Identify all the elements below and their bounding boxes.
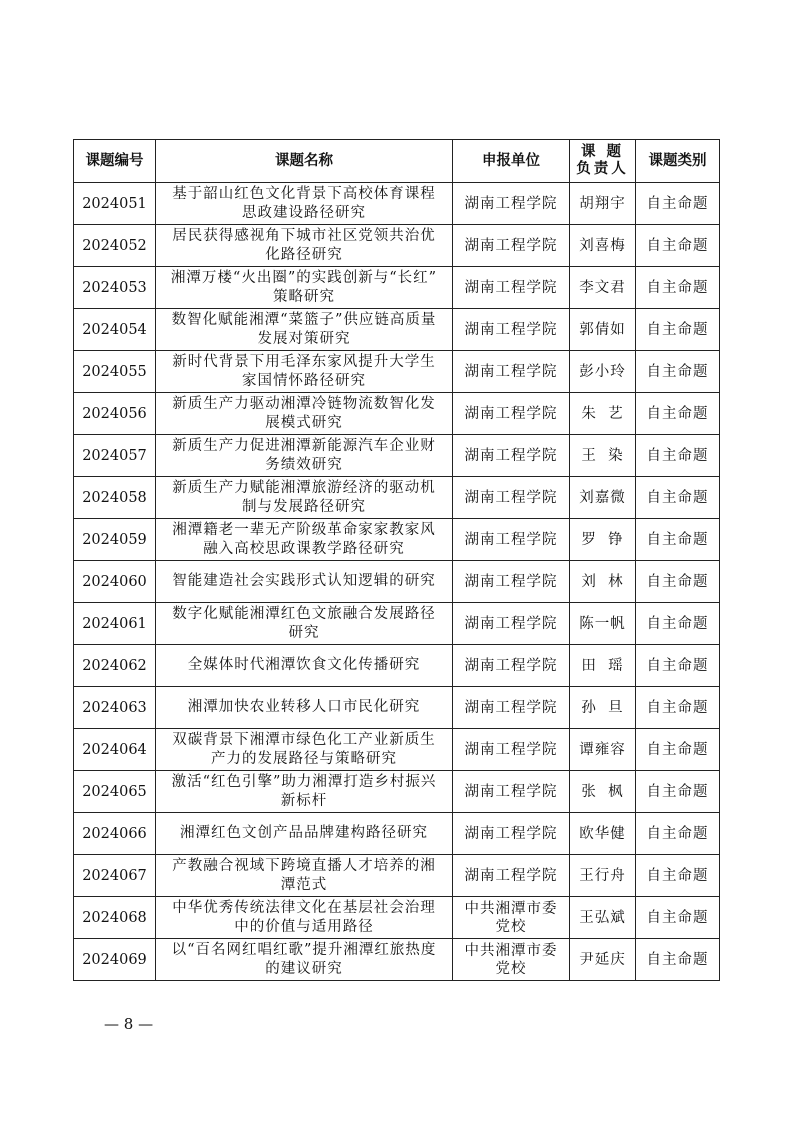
project-name-line: 湘潭籍老一辈无产阶级革命家家教家风: [172, 521, 436, 538]
table-row: [74, 519, 720, 561]
applicant-unit: [453, 309, 570, 351]
project-type: 自主命题: [636, 729, 720, 771]
applicant-unit: [453, 645, 570, 687]
project-name: [156, 561, 453, 603]
project-type: 自主命题: [636, 519, 720, 561]
applicant-unit-line: 湖南工程学院: [464, 321, 558, 338]
project-name-line: 新标杆: [280, 792, 328, 809]
person-in-charge: 彭小玲: [570, 351, 636, 393]
project-name: [156, 813, 453, 855]
project-code: 2024058: [74, 477, 156, 519]
project-name-line: 策略研究: [273, 288, 335, 305]
project-name-line: 产教融合视域下跨境直播人才培养的湘: [172, 857, 436, 874]
project-name-line: 居民获得感视角下城市社区党领共治优: [172, 227, 436, 244]
project-name-line: 新质生产力赋能湘潭旅游经济的驱动机: [172, 479, 436, 496]
project-name: [156, 729, 453, 771]
project-name: [156, 435, 453, 477]
project-type: 自主命题: [636, 855, 720, 897]
project-name-line: 制与发展路径研究: [242, 498, 366, 515]
project-code: 2024062: [74, 645, 156, 687]
project-type: 自主命题: [636, 477, 720, 519]
project-type: 自主命题: [636, 603, 720, 645]
header-person: [570, 140, 636, 183]
person-in-charge: 刘喜梅: [570, 225, 636, 267]
header-person-line1: 课 题: [580, 144, 625, 160]
applicant-unit-line: 湖南工程学院: [464, 405, 558, 422]
project-name: [156, 603, 453, 645]
project-name-line: 展模式研究: [265, 414, 343, 431]
applicant-unit-line: 湖南工程学院: [464, 825, 558, 842]
table-row: [74, 309, 720, 351]
project-name-line: 湘潭红色文创产品品牌建构路径研究: [180, 825, 428, 841]
person-in-charge: 田 瑶: [570, 645, 636, 687]
header-person-line2: 负责人: [576, 161, 629, 177]
project-name-line: 研究: [288, 624, 320, 641]
project-name-line: 思政建设路径研究: [242, 204, 366, 221]
project-type: 自主命题: [636, 393, 720, 435]
project-type: 自主命题: [636, 435, 720, 477]
project-name: [156, 855, 453, 897]
applicant-unit-line: 湖南工程学院: [464, 447, 558, 464]
applicant-unit: [453, 603, 570, 645]
project-name-line: 新质生产力促进湘潭新能源汽车企业财: [172, 437, 436, 454]
person-in-charge: 刘嘉微: [570, 477, 636, 519]
project-name-line: 务绩效研究: [265, 456, 343, 473]
table-row: [74, 897, 720, 939]
applicant-unit-line: 湖南工程学院: [464, 867, 558, 884]
project-code: 2024057: [74, 435, 156, 477]
applicant-unit: [453, 183, 570, 225]
project-name-line: 中华优秀传统法律文化在基层社会治理: [172, 899, 436, 916]
applicant-unit-line: 中共湘潭市委: [464, 900, 558, 917]
project-name: [156, 771, 453, 813]
project-name: [156, 687, 453, 729]
project-code: 2024060: [74, 561, 156, 603]
project-name-line: 新质生产力驱动湘潭冷链物流数智化发: [172, 395, 436, 412]
table-row: [74, 855, 720, 897]
applicant-unit-line: 湖南工程学院: [464, 489, 558, 506]
project-name-line: 智能建造社会实践形式认知逻辑的研究: [172, 573, 436, 589]
person-in-charge: 张 枫: [570, 771, 636, 813]
project-type: 自主命题: [636, 897, 720, 939]
project-name: [156, 225, 453, 267]
project-name: [156, 939, 453, 981]
project-code: 2024056: [74, 393, 156, 435]
project-code: 2024059: [74, 519, 156, 561]
applicant-unit-line: 湖南工程学院: [464, 363, 558, 380]
table-row: [74, 603, 720, 645]
applicant-unit-line: 湖南工程学院: [464, 699, 558, 716]
table-row: [74, 813, 720, 855]
person-in-charge: 谭雍容: [570, 729, 636, 771]
applicant-unit: [453, 729, 570, 771]
applicant-unit-line: 中共湘潭市委: [464, 942, 558, 959]
header-code: 课题编号: [74, 140, 156, 183]
project-type: 自主命题: [636, 351, 720, 393]
table-row: [74, 939, 720, 981]
project-type: 自主命题: [636, 939, 720, 981]
applicant-unit-line: 湖南工程学院: [464, 783, 558, 800]
project-name-line: 中的价值与适用路径: [234, 918, 374, 935]
project-name-line: 的建议研究: [265, 960, 343, 977]
project-name-line: 以“百名网红唱红歌”提升湘潭红旅热度: [171, 941, 437, 958]
project-code: 2024064: [74, 729, 156, 771]
project-name-line: 产力的发展路径与策略研究: [211, 750, 397, 767]
project-name: [156, 477, 453, 519]
applicant-unit-line: 湖南工程学院: [464, 657, 558, 674]
project-name-line: 化路径研究: [265, 246, 343, 263]
applicant-unit: [453, 393, 570, 435]
table-row: [74, 183, 720, 225]
applicant-unit: [453, 897, 570, 939]
project-name-line: 全媒体时代湘潭饮食文化传播研究: [187, 657, 421, 673]
table-row: [74, 561, 720, 603]
project-name: [156, 393, 453, 435]
applicant-unit: [453, 477, 570, 519]
project-name: [156, 897, 453, 939]
project-type: 自主命题: [636, 687, 720, 729]
project-code: 2024063: [74, 687, 156, 729]
project-name-line: 发展对策研究: [257, 330, 351, 347]
project-code: 2024067: [74, 855, 156, 897]
project-code: 2024054: [74, 309, 156, 351]
applicant-unit: [453, 771, 570, 813]
person-in-charge: 王弘斌: [570, 897, 636, 939]
project-code: 2024055: [74, 351, 156, 393]
project-name-line: 双碳背景下湘潭市绿色化工产业新质生: [172, 731, 436, 748]
project-name-line: 湘潭加快农业转移人口市民化研究: [187, 699, 421, 715]
project-name-line: 融入高校思政课教学路径研究: [203, 540, 405, 557]
applicant-unit: [453, 939, 570, 981]
project-code: 2024053: [74, 267, 156, 309]
project-name-line: 新时代背景下用毛泽东家风提升大学生: [172, 353, 436, 370]
person-in-charge: 王行舟: [570, 855, 636, 897]
applicant-unit-line: 党校: [495, 918, 527, 935]
person-in-charge: 孙 旦: [570, 687, 636, 729]
applicant-unit: [453, 267, 570, 309]
project-type: 自主命题: [636, 183, 720, 225]
header-unit: 申报单位: [453, 140, 570, 183]
person-in-charge: 尹延庆: [570, 939, 636, 981]
project-name: [156, 309, 453, 351]
project-name-line: 数智化赋能湘潭“菜篮子”供应链高质量: [171, 311, 437, 328]
table-row: [74, 393, 720, 435]
table-row: [74, 687, 720, 729]
applicant-unit: [453, 351, 570, 393]
person-in-charge: 欧华健: [570, 813, 636, 855]
header-row: [74, 140, 720, 183]
project-name-line: 激活“红色引擎”助力湘潭打造乡村振兴: [171, 773, 437, 790]
project-name-line: 潭范式: [280, 876, 328, 893]
table-row: [74, 771, 720, 813]
project-type: 自主命题: [636, 309, 720, 351]
project-code: 2024068: [74, 897, 156, 939]
project-name-line: 湘潭万楼“火出圈”的实践创新与“长红”: [170, 269, 438, 286]
project-type: 自主命题: [636, 771, 720, 813]
project-name: [156, 519, 453, 561]
applicant-unit: [453, 687, 570, 729]
table-row: [74, 267, 720, 309]
project-type: 自主命题: [636, 645, 720, 687]
person-in-charge: 刘 林: [570, 561, 636, 603]
applicant-unit: [453, 813, 570, 855]
applicant-unit-line: 湖南工程学院: [464, 615, 558, 632]
project-code: 2024069: [74, 939, 156, 981]
table-row: [74, 477, 720, 519]
header-type: 课题类别: [636, 140, 720, 183]
person-in-charge: 胡翔宇: [570, 183, 636, 225]
project-code: 2024052: [74, 225, 156, 267]
project-name-line: 数字化赋能湘潭红色文旅融合发展路径: [172, 605, 436, 622]
person-in-charge: 王 染: [570, 435, 636, 477]
table-row: [74, 729, 720, 771]
table-row: [74, 225, 720, 267]
applicant-unit-line: 湖南工程学院: [464, 237, 558, 254]
project-code: 2024061: [74, 603, 156, 645]
applicant-unit-line: 湖南工程学院: [464, 573, 558, 590]
person-in-charge: 李文君: [570, 267, 636, 309]
applicant-unit: [453, 435, 570, 477]
page-number: — 8 —: [104, 1015, 154, 1033]
person-in-charge: 陈一帆: [570, 603, 636, 645]
table-row: [74, 645, 720, 687]
applicant-unit-line: 党校: [495, 960, 527, 977]
project-name: [156, 183, 453, 225]
project-type: 自主命题: [636, 813, 720, 855]
applicant-unit-line: 湖南工程学院: [464, 531, 558, 548]
project-code: 2024066: [74, 813, 156, 855]
project-type: 自主命题: [636, 561, 720, 603]
table-row: [74, 351, 720, 393]
project-name-line: 家国情怀路径研究: [242, 372, 366, 389]
project-name: [156, 267, 453, 309]
project-name: [156, 351, 453, 393]
project-name-line: 基于韶山红色文化背景下高校体育课程: [172, 185, 436, 202]
person-in-charge: 朱 艺: [570, 393, 636, 435]
header-name: 课题名称: [156, 140, 453, 183]
project-table: [73, 139, 720, 981]
project-code: 2024051: [74, 183, 156, 225]
person-in-charge: 罗 铮: [570, 519, 636, 561]
project-type: 自主命题: [636, 225, 720, 267]
applicant-unit-line: 湖南工程学院: [464, 279, 558, 296]
applicant-unit: [453, 561, 570, 603]
project-name: [156, 645, 453, 687]
table-row: [74, 435, 720, 477]
applicant-unit: [453, 519, 570, 561]
applicant-unit: [453, 225, 570, 267]
applicant-unit: [453, 855, 570, 897]
project-code: 2024065: [74, 771, 156, 813]
project-type: 自主命题: [636, 267, 720, 309]
applicant-unit-line: 湖南工程学院: [464, 741, 558, 758]
person-in-charge: 郭倩如: [570, 309, 636, 351]
applicant-unit-line: 湖南工程学院: [464, 195, 558, 212]
